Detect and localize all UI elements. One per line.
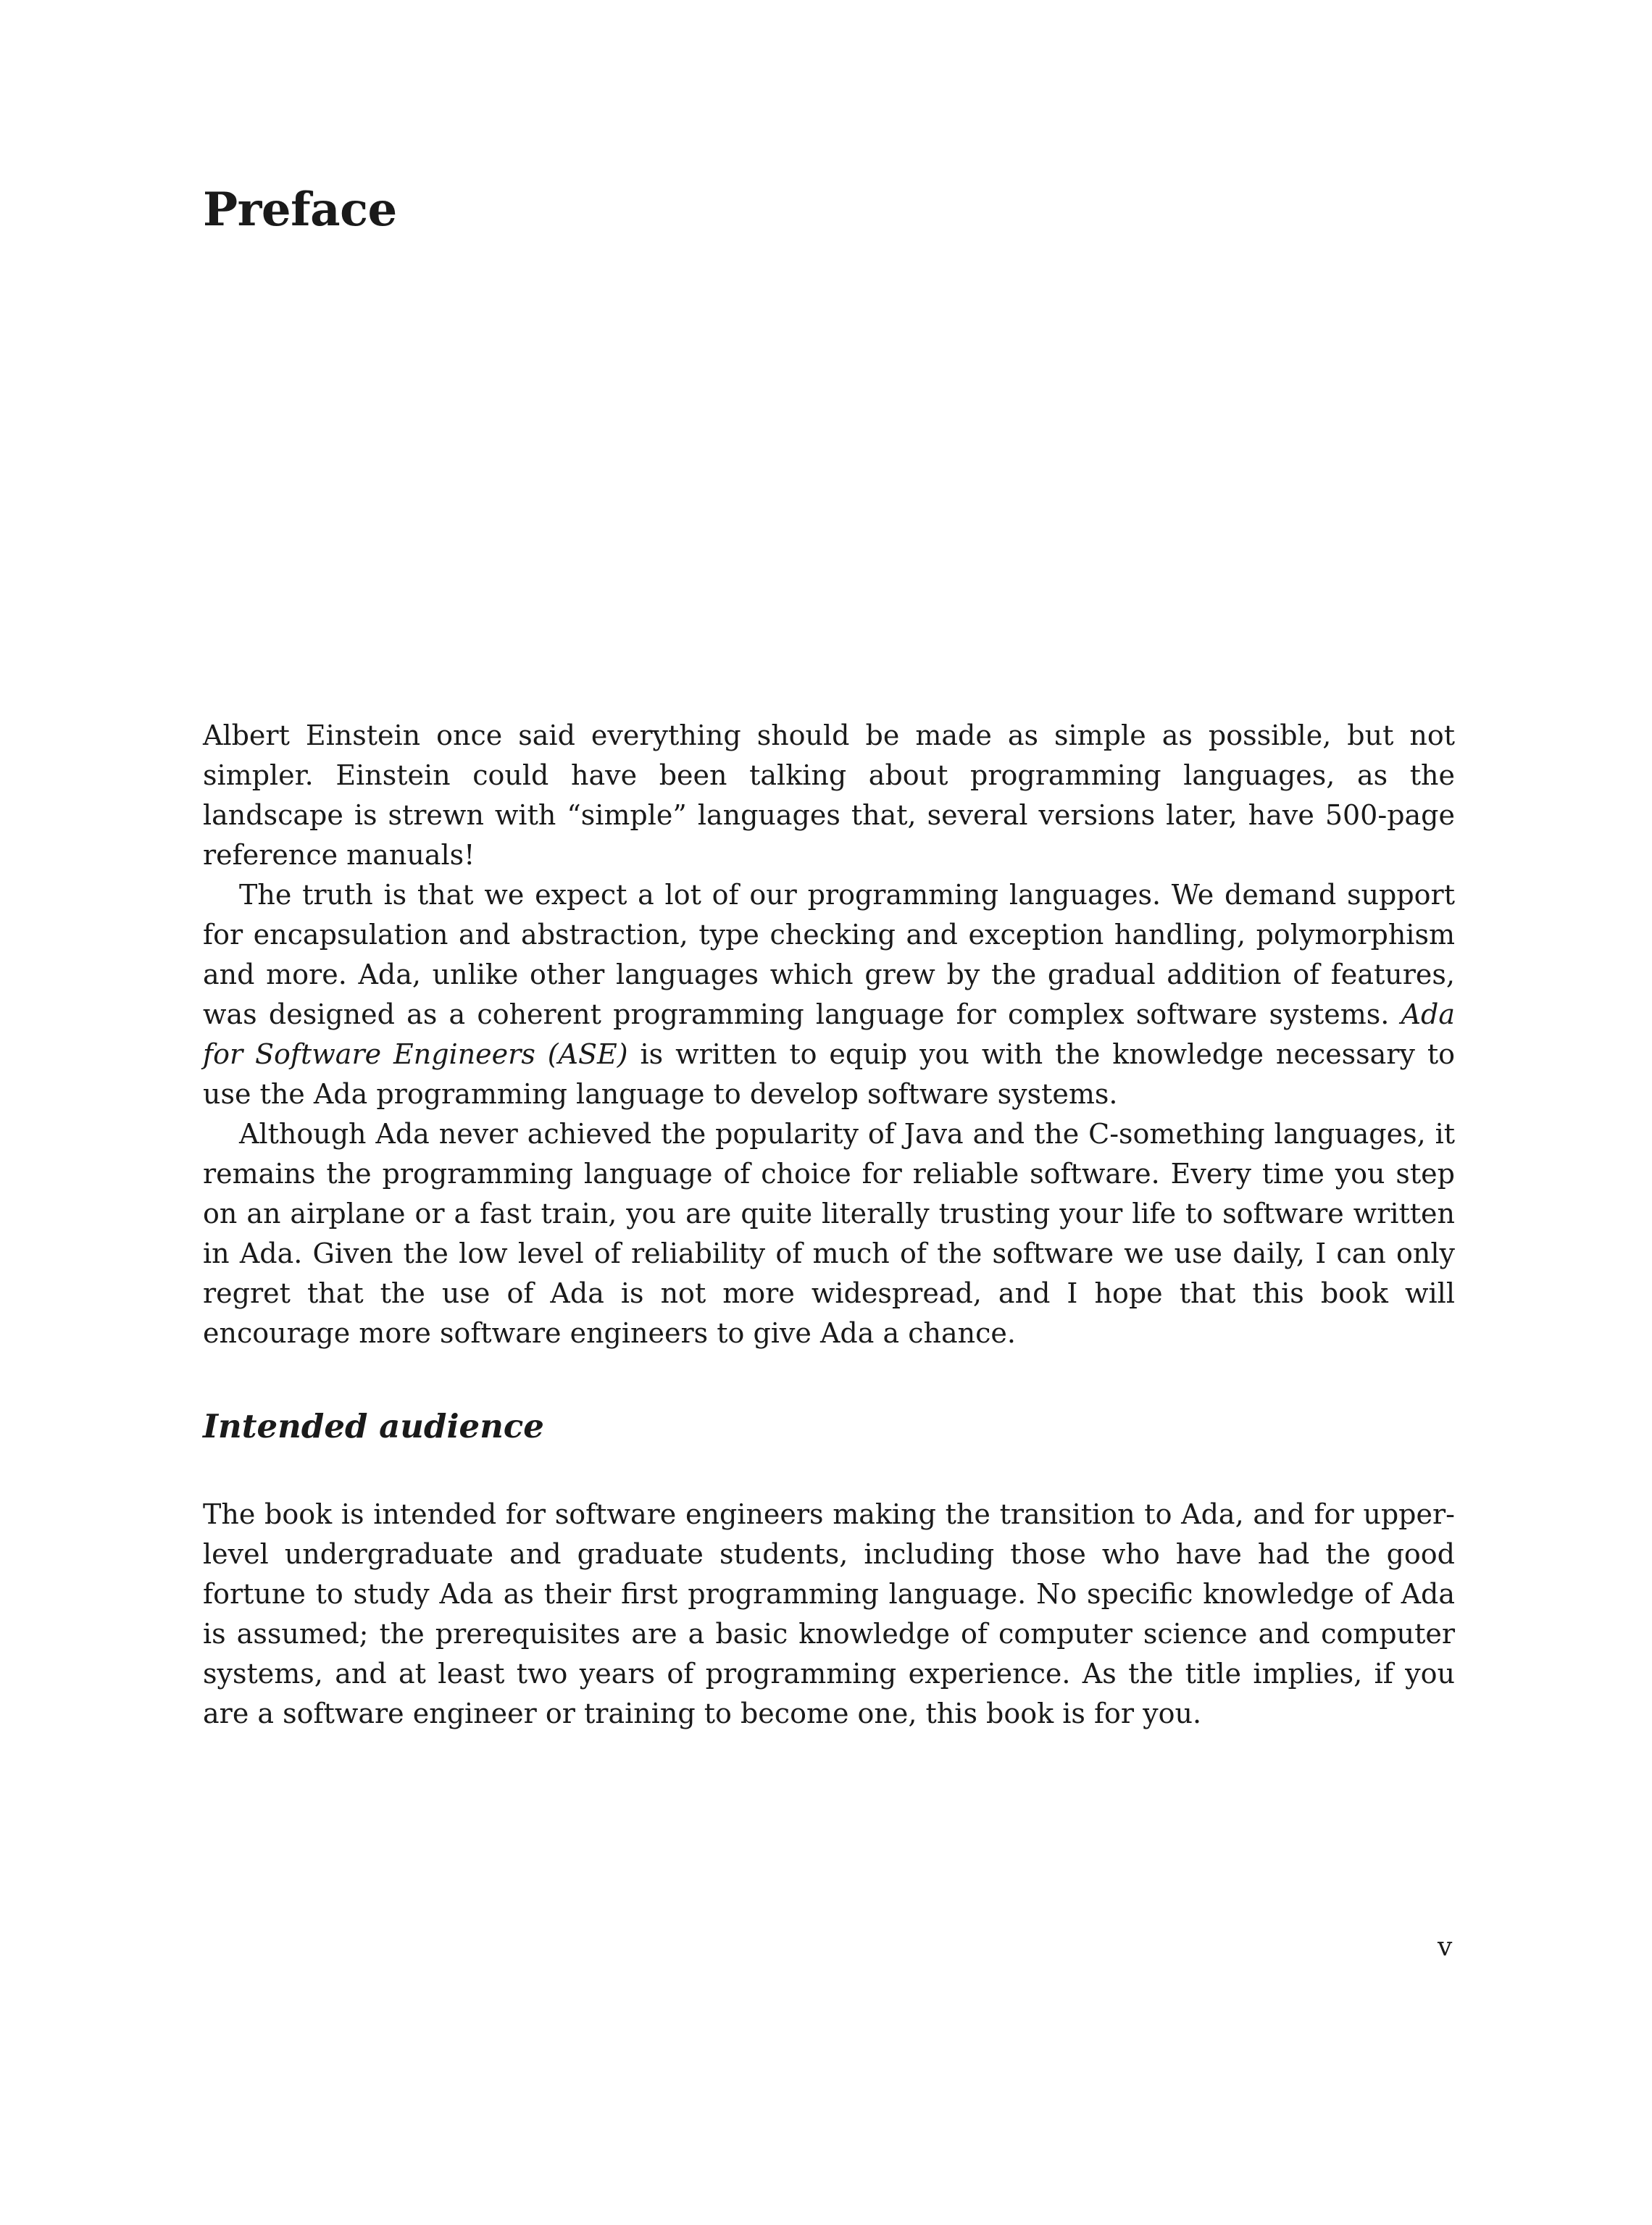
- page-number: v: [1438, 1932, 1453, 1962]
- paragraph-text: The truth is that we expect a lot of our programming languages. We demand support for encapsulation and abstraction, type checking and exception handling, polymorphism and more. Ada, unlike other languages which grew by the gradual addition of features, was designed as a coherent programming language for complex software systems.: [203, 879, 1455, 1030]
- paragraph: The book is intended for software engineers making the transition to Ada, and for upper-level undergraduate and graduate students, including those who have had the good fortune to study Ada as their first programming language. No specific knowledge of Ada is assumed; the prerequisites are a basic knowledge of computer science and computer systems, and at least two years of programming experience. As the title implies, if you are a software engineer or training to become one, this book is for you.: [203, 1498, 1455, 1729]
- section-heading: Intended audience: [203, 1407, 544, 1445]
- preface-intro: [203, 716, 1455, 1353]
- paragraph: Although Ada never achieved the popularity of Java and the C-something languages, it remains the programming language of choice for reliable software. Every time you step on an airplane or a fast train, you are quite literally trusting your life to software written in Ada. Given the low level of reliability of much of the software we use daily, I can only regret that the use of Ada is not more widespread, and I hope that this book will encourage more software engineers to give Ada a chance.: [203, 1118, 1455, 1349]
- book-title-italic: Ada for Software Engineers (ASE): [203, 998, 1455, 1070]
- paragraph-text: is written to equip you with the knowledge necessary to use the Ada programming language to develop software systems.: [203, 1038, 1455, 1110]
- paragraph: [203, 875, 1455, 1114]
- chapter-title: Preface: [203, 183, 397, 237]
- paragraph: Albert Einstein once said everything should be made as simple as possible, but not simpler. Einstein could have been talking about programming languages, as the landscape is strewn with “simple” languages that, several versions later, have 500-page reference manuals!: [203, 719, 1455, 871]
- intended-audience-section: [203, 1495, 1455, 1734]
